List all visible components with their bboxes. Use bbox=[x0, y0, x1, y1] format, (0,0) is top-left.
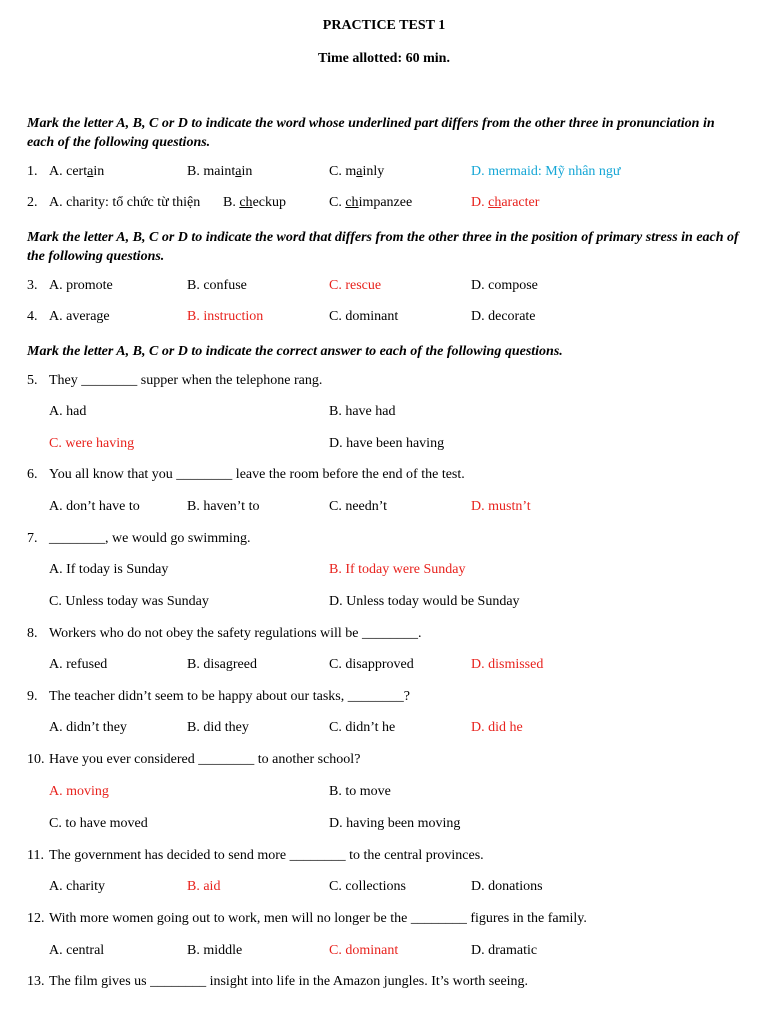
question-number: 4. bbox=[27, 309, 38, 324]
option-c: C. dominant bbox=[329, 309, 399, 324]
page-title: PRACTICE TEST 1 bbox=[322, 18, 446, 33]
question-6 bbox=[27, 467, 767, 487]
question-text: With more women going out to work, men will no longer be the ________ figures in the family. bbox=[49, 911, 587, 926]
option-c: C. to have moved bbox=[49, 816, 148, 831]
option-a: A. promote bbox=[49, 278, 113, 293]
question-text: They ________ supper when the telephone rang. bbox=[49, 373, 323, 388]
option-d: D. Unless today would be Sunday bbox=[329, 594, 520, 609]
question-number: 2. bbox=[27, 195, 38, 210]
question-number: 8. bbox=[27, 626, 38, 641]
question-8 bbox=[27, 626, 767, 646]
question-number: 9. bbox=[27, 689, 38, 704]
option-a: A. average bbox=[49, 309, 110, 324]
option-c: C. didn’t he bbox=[329, 720, 396, 735]
option-d: D. having been moving bbox=[329, 816, 461, 831]
option-a: A. If today is Sunday bbox=[49, 562, 169, 577]
question-number: 1. bbox=[27, 164, 38, 179]
question-number: 11. bbox=[27, 848, 44, 863]
option-a: A. moving bbox=[49, 784, 109, 799]
question-6-options bbox=[27, 499, 767, 519]
question-12-options bbox=[27, 943, 767, 963]
question-4 bbox=[27, 309, 767, 329]
question-text: Have you ever considered ________ to another school? bbox=[49, 752, 361, 767]
option-b: B. confuse bbox=[187, 278, 247, 293]
question-10 bbox=[27, 752, 767, 772]
question-11-options bbox=[27, 879, 767, 899]
option-c: C. mainly bbox=[329, 164, 385, 179]
option-d: D. dramatic bbox=[471, 943, 538, 958]
question-13 bbox=[27, 974, 767, 994]
option-d: D. character bbox=[471, 195, 540, 210]
option-d: D. dismissed bbox=[471, 657, 544, 672]
question-2 bbox=[27, 195, 767, 215]
question-10-options-row2 bbox=[27, 816, 767, 836]
option-c: C. disapproved bbox=[329, 657, 414, 672]
question-number: 3. bbox=[27, 278, 38, 293]
option-c: C. were having bbox=[49, 436, 135, 451]
question-number: 7. bbox=[27, 531, 38, 546]
option-d: D. have been having bbox=[329, 436, 445, 451]
question-9-options bbox=[27, 720, 767, 740]
option-b: B. maintain bbox=[187, 164, 253, 179]
option-b: B. have had bbox=[329, 404, 396, 419]
option-c: C. needn’t bbox=[329, 499, 388, 514]
option-c: C. Unless today was Sunday bbox=[49, 594, 209, 609]
question-7-options-row2 bbox=[27, 594, 767, 614]
option-b: B. did they bbox=[187, 720, 249, 735]
question-text: ________, we would go swimming. bbox=[49, 531, 251, 546]
question-number: 13. bbox=[27, 974, 45, 989]
option-d: D. mermaid: Mỹ nhân ngư bbox=[471, 164, 621, 179]
instruction-pronunciation: Mark the letter A, B, C or D to indicate the word whose underlined part differs from the other three in pronunciation in each of the following questions. bbox=[27, 116, 715, 150]
question-8-options bbox=[27, 657, 767, 677]
option-d: D. compose bbox=[471, 278, 538, 293]
question-11 bbox=[27, 848, 767, 868]
option-d: D. mustn’t bbox=[471, 499, 531, 514]
question-number: 10. bbox=[27, 752, 45, 767]
option-a: A. refused bbox=[49, 657, 108, 672]
question-5-options-row1 bbox=[27, 404, 767, 424]
question-5 bbox=[27, 373, 767, 393]
option-a: A. charity bbox=[49, 879, 105, 894]
question-text: Workers who do not obey the safety regulations will be ________. bbox=[49, 626, 422, 641]
time-allotted: Time allotted: 60 min. bbox=[318, 51, 450, 66]
option-b: B. disagreed bbox=[187, 657, 257, 672]
option-b: B. to move bbox=[329, 784, 391, 799]
option-a: A. had bbox=[49, 404, 87, 419]
option-a: A. charity: tổ chức từ thiện bbox=[49, 195, 201, 210]
option-b: B. If today were Sunday bbox=[329, 562, 466, 577]
question-12 bbox=[27, 911, 767, 931]
question-text: The film gives us ________ insight into life in the Amazon jungles. It’s worth seeing. bbox=[49, 974, 529, 989]
option-d: D. did he bbox=[471, 720, 523, 735]
option-c: C. collections bbox=[329, 879, 406, 894]
question-1 bbox=[27, 164, 767, 184]
question-7 bbox=[27, 531, 767, 551]
question-9 bbox=[27, 689, 767, 709]
option-b: B. haven’t to bbox=[187, 499, 260, 514]
question-text: The teacher didn’t seem to be happy about our tasks, ________? bbox=[49, 689, 410, 704]
option-c: C. chimpanzee bbox=[329, 195, 413, 210]
option-b: B. checkup bbox=[223, 195, 286, 210]
option-b: B. middle bbox=[187, 943, 243, 958]
question-3 bbox=[27, 278, 767, 298]
option-c: C. rescue bbox=[329, 278, 382, 293]
option-a: A. certain bbox=[49, 164, 105, 179]
question-number: 12. bbox=[27, 911, 45, 926]
question-number: 5. bbox=[27, 373, 38, 388]
question-7-options-row1 bbox=[27, 562, 767, 582]
question-10-options-row1 bbox=[27, 784, 767, 804]
question-text: You all know that you ________ leave the room before the end of the test. bbox=[49, 467, 465, 482]
option-b: B. instruction bbox=[187, 309, 264, 324]
option-d: D. donations bbox=[471, 879, 543, 894]
instruction-correct-answer: Mark the letter A, B, C or D to indicate the correct answer to each of the following questions. bbox=[27, 344, 563, 359]
question-text: The government has decided to send more ________ to the central provinces. bbox=[49, 848, 484, 863]
option-b: B. aid bbox=[187, 879, 221, 894]
option-a: A. didn’t they bbox=[49, 720, 127, 735]
instruction-stress: Mark the letter A, B, C or D to indicate the word that differs from the other three in the position of primary stress in each of the following questions. bbox=[27, 230, 739, 264]
option-d: D. decorate bbox=[471, 309, 536, 324]
question-number: 6. bbox=[27, 467, 38, 482]
question-5-options-row2 bbox=[27, 436, 767, 456]
option-a: A. don’t have to bbox=[49, 499, 140, 514]
option-a: A. central bbox=[49, 943, 105, 958]
option-c: C. dominant bbox=[329, 943, 399, 958]
